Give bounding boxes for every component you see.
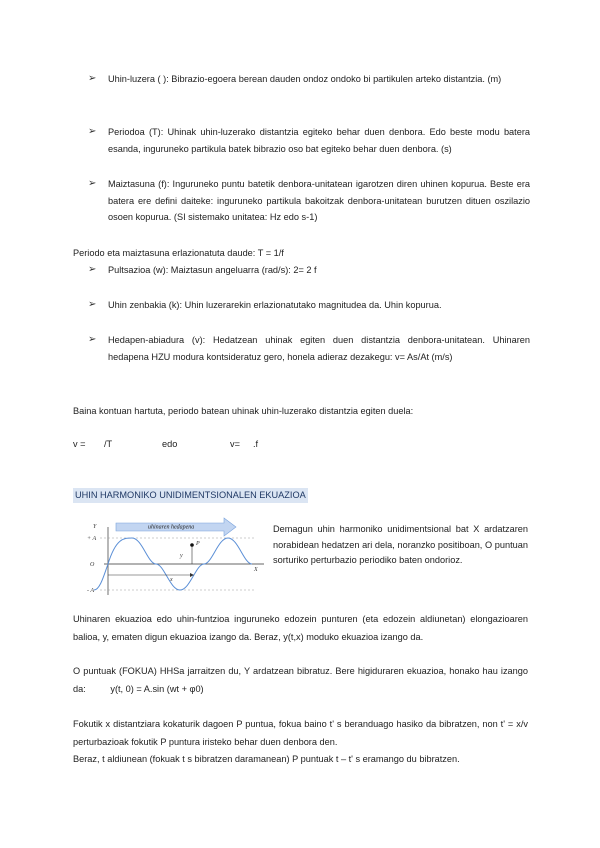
arrow-bullet-icon: ➢: [88, 334, 97, 345]
bullet-text: Maiztasuna (f): Inguruneko puntu batetik denbora-unitatean igarotzen diren uhinen kopurua. Beste era batera ere defini daiteke: ingurunekо partikula bakoitzak denbora-unitatean burutzen dituen oszilazio osoen kopurua. (SI sistemako unitatea: Hz edo s-1): [108, 179, 530, 222]
label-plus-a: + A: [87, 536, 97, 542]
formula-f: .f: [253, 439, 259, 449]
label-y-small: y: [180, 553, 183, 559]
formula-v2: v=: [230, 439, 240, 449]
focus-equation: y(t, 0) = A.sin (wt + φ0): [110, 684, 204, 694]
paragraph-conclusion: Beraz, t aldiunean (fokuak t s bibratzen daramanean) P puntuak t – t' s eramango du bibratzen.: [73, 754, 460, 764]
bullet-velocity: [90, 332, 530, 365]
figure-description: Demagun uhin harmoniko unidimentsional bat X ardatzaren norabidean hedatzen ari dela, noranzko positiboan, O puntuan sorturiko perturbazio periodiko baten ondorioz.: [273, 524, 528, 565]
bullet-text: Uhin-luzera ( ): Bibrazio-egoera berean dauden ondoz ondoko bi partikulen arteko distantzia. (m): [108, 74, 502, 84]
bullet-period: [90, 124, 530, 157]
bullet-wave-number: [90, 297, 530, 314]
bullet-pulsation: [90, 262, 530, 279]
paragraph-wave-function: Uhinaren ekuazioa edo uhin-funtzioa inguruneko edozein punturen (eta edozein aldiunetan) elongazioaren balioa, y, ematen digun ekuazioa izango da. Beraz, y(t,x) moduko ekuazioa izango da.: [73, 614, 528, 642]
arrow-label: uhinaren hedapena: [148, 524, 195, 531]
paragraph-point-p: Fokutik x distantziara kokaturik dagoen P puntua, fokua baino t' s beranduago hasiko da bibratzen, non t' = x/v perturbazioak fokutik P puntura iristeko behar duen denbora den.: [73, 719, 528, 747]
bullet-wavelength: [90, 71, 530, 88]
bullet-text: Periodoa (T): Uhinak uhin-luzerako distantzia egiteko behar duen denbora. Edo beste modu batera esanda, inguruneko partikula batek bibrazio oso bat egiteko behar duen denbora. (s): [108, 127, 530, 154]
arrow-bullet-icon: ➢: [88, 264, 97, 275]
label-o: O: [90, 562, 95, 568]
focus-text: O puntuak (FOKUA) HHSa jarraitzen du, Y ardatzean bibratuz. Bere higiduraren ekuazioa, honako hau izango da:: [73, 666, 528, 694]
wave-figure: [86, 515, 266, 597]
baina-line: Baina kontuan hartuta, periodo batean uhinak uhin-luzerako distantzia egiten duela:: [73, 406, 414, 416]
label-x-small: x: [170, 577, 173, 583]
arrow-bullet-icon: ➢: [88, 178, 97, 189]
arrow-bullet-icon: ➢: [88, 73, 97, 84]
label-y-axis: Y: [93, 524, 97, 530]
arrow-bullet-icon: ➢: [88, 299, 97, 310]
arrow-bullet-icon: ➢: [88, 126, 97, 137]
formula-v: v =: [73, 439, 86, 449]
bullet-text: Pultsazioa (w): Maiztasun angeluarra (rad/s): 2= 2 f: [108, 265, 317, 275]
point-p: [190, 543, 194, 547]
bullet-text: Hedapen-abiadura (v): Hedatzean uhinak egiten duen distantzia denbora-unitatean. Uhinaren hedapena HZU modura kontsideratuz gero, honela adieraz dezakegu: v= As/At (m/s): [108, 335, 530, 362]
sine-wave-left: [94, 564, 108, 590]
label-x-axis: X: [254, 567, 258, 573]
bullet-frequency: [90, 176, 530, 226]
label-p: P: [196, 541, 200, 547]
section-heading: UHIN HARMONIKO UNIDIMENTSIONALEN EKUAZIOA: [73, 488, 308, 503]
formula-over-t: /T: [104, 439, 113, 449]
formula-edo: edo: [162, 439, 178, 449]
label-minus-a: - A: [87, 588, 95, 594]
paragraph-focus: [73, 662, 528, 698]
bullet-text: Uhin zenbakia (k): Uhin luzerarekin erlazionatutako magnitudea da. Uhin kopurua.: [108, 300, 442, 310]
relation-line: Periodo eta maiztasuna erlazionatuta daude: T = 1/f: [73, 248, 284, 258]
